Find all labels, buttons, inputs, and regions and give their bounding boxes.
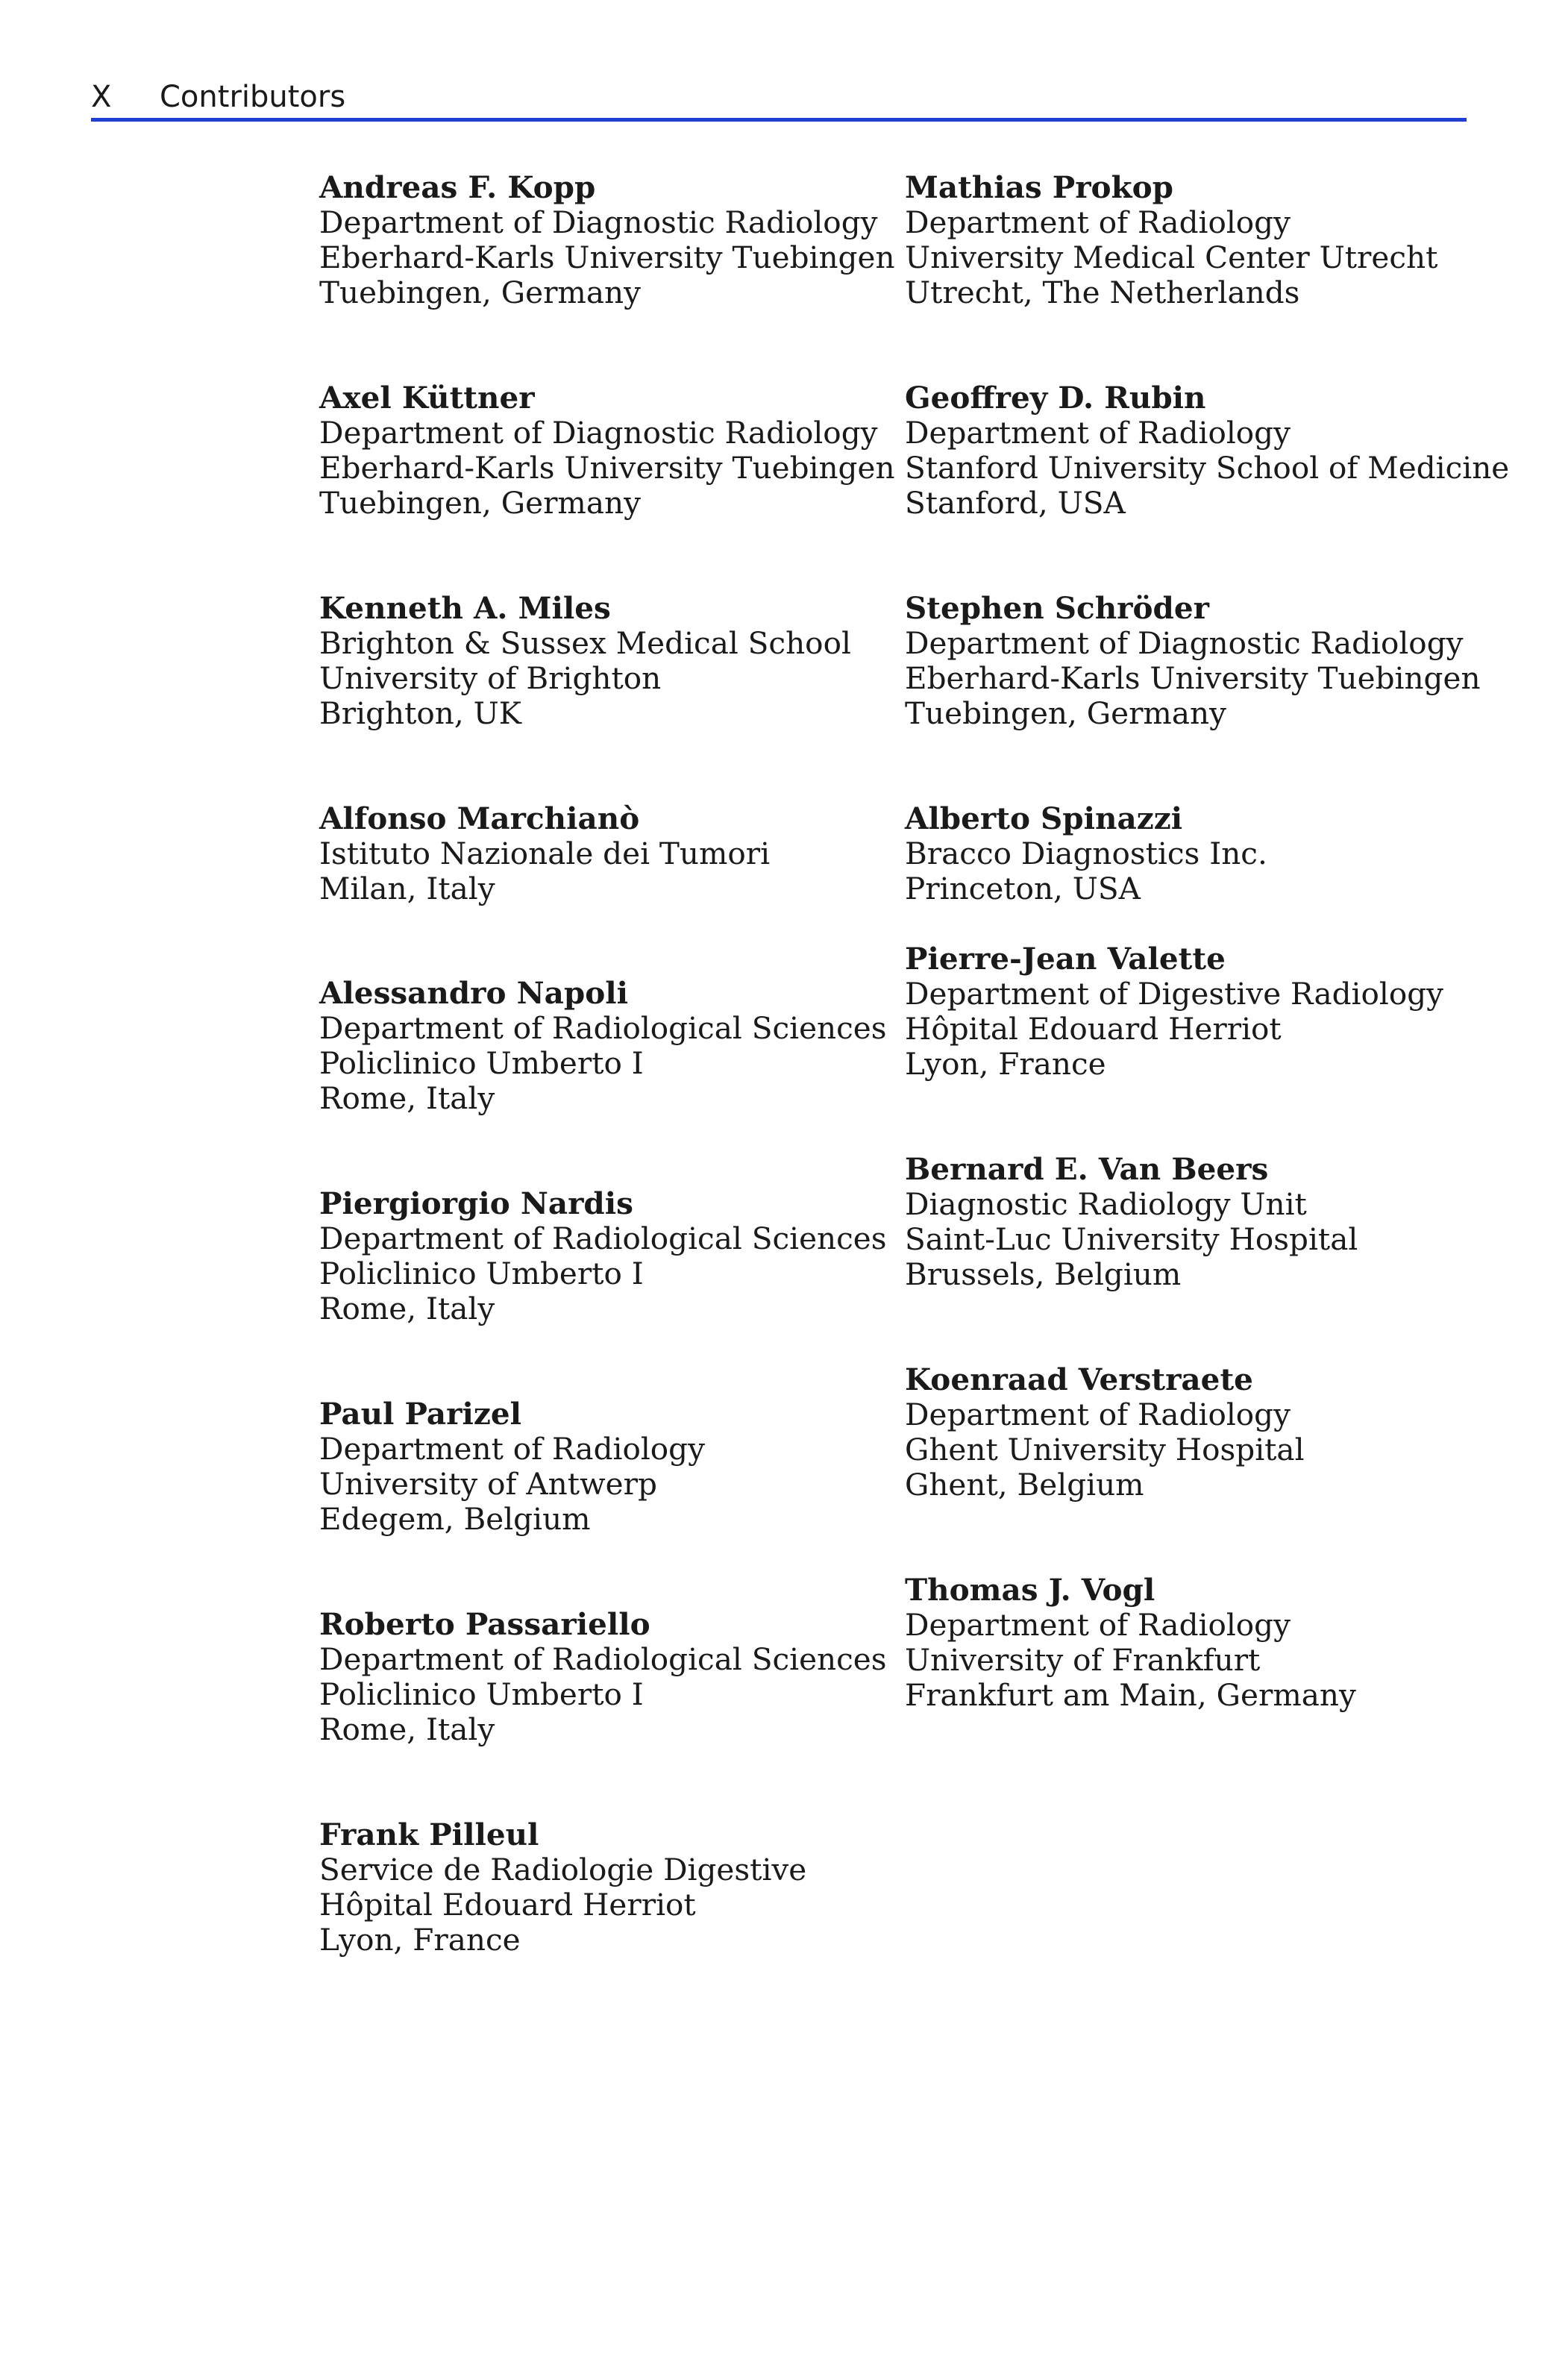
affiliation-line: Tuebingen, Germany — [319, 485, 641, 521]
contributor-name: Piergiorgio Nardis — [319, 1185, 633, 1221]
contributor-entry — [319, 801, 770, 906]
affiliation-line: Milan, Italy — [319, 871, 495, 906]
affiliation-line: Edegem, Belgium — [319, 1501, 591, 1537]
affiliation-line: Policlinico Umberto I — [319, 1676, 644, 1712]
contributor-entry — [905, 380, 1509, 521]
contributor-entry — [905, 1152, 1358, 1292]
affiliation-line: Saint-Luc University Hospital — [905, 1221, 1358, 1257]
contributor-name: Pierre-Jean Valette — [905, 941, 1226, 977]
affiliation-line: Eberhard-Karls University Tuebingen — [905, 660, 1481, 696]
contributor-entry — [905, 1362, 1305, 1503]
affiliation-line: Brighton, UK — [319, 695, 521, 731]
contributor-name: Bernard E. Van Beers — [905, 1151, 1269, 1187]
contributor-entry — [905, 1573, 1356, 1713]
contributor-entry — [905, 591, 1481, 731]
affiliation-line: Service de Radiologie Digestive — [319, 1852, 807, 1887]
affiliation-line: Department of Radiological Sciences — [319, 1221, 887, 1256]
contributor-entry — [905, 801, 1267, 906]
affiliation-line: Eberhard-Karls University Tuebingen — [319, 239, 895, 275]
affiliation-line: Department of Radiological Sciences — [319, 1641, 887, 1677]
affiliation-line: Tuebingen, Germany — [905, 695, 1226, 731]
contributor-name: Thomas J. Vogl — [905, 1572, 1155, 1608]
affiliation-line: Utrecht, The Netherlands — [905, 275, 1300, 310]
contributor-name: Alberto Spinazzi — [905, 800, 1183, 836]
contributor-entry — [319, 1397, 705, 1537]
page-number: X — [91, 80, 112, 114]
affiliation-line: Brighton & Sussex Medical School — [319, 625, 851, 661]
affiliation-line: Tuebingen, Germany — [319, 275, 641, 310]
affiliation-line: University Medical Center Utrecht — [905, 239, 1438, 275]
contributor-entry — [319, 1607, 887, 1747]
contributor-name: Alfonso Marchianò — [319, 800, 640, 836]
affiliation-line: Princeton, USA — [905, 871, 1141, 906]
affiliation-line: University of Frankfurt — [905, 1642, 1261, 1678]
affiliation-line: Hôpital Edouard Herriot — [319, 1887, 696, 1923]
affiliation-line: Eberhard-Karls University Tuebingen — [319, 450, 895, 486]
affiliation-line: Department of Radiology — [905, 1607, 1291, 1643]
affiliation-line: Department of Diagnostic Radiology — [905, 625, 1464, 661]
affiliation-line: Department of Radiology — [905, 204, 1291, 240]
affiliation-line: Bracco Diagnostics Inc. — [905, 836, 1267, 871]
affiliation-line: Stanford University School of Medicine — [905, 450, 1510, 486]
contributor-name: Paul Parizel — [319, 1396, 522, 1432]
contributor-name: Roberto Passariello — [319, 1606, 650, 1642]
affiliation-line: Department of Digestive Radiology — [905, 976, 1444, 1012]
affiliation-line: Department of Radiology — [905, 415, 1291, 451]
affiliation-line: Brussels, Belgium — [905, 1256, 1182, 1292]
affiliation-line: Diagnostic Radiology Unit — [905, 1186, 1307, 1222]
affiliation-line: Department of Diagnostic Radiology — [319, 204, 878, 240]
affiliation-line: Rome, Italy — [319, 1080, 495, 1116]
affiliation-line: Hôpital Edouard Herriot — [905, 1011, 1282, 1047]
affiliation-line: Ghent, Belgium — [905, 1467, 1144, 1503]
affiliation-line: University of Antwerp — [319, 1466, 657, 1502]
contributor-name: Alessandro Napoli — [319, 975, 628, 1011]
contributor-name: Stephen Schröder — [905, 590, 1209, 626]
contributor-entry — [319, 591, 851, 731]
affiliation-line: University of Brighton — [319, 660, 662, 696]
contributor-entry — [319, 1817, 806, 1958]
contributor-name: Mathias Prokop — [905, 169, 1173, 205]
contributor-name: Frank Pilleul — [319, 1817, 539, 1852]
page-header — [91, 75, 1467, 122]
affiliation-line: Stanford, USA — [905, 485, 1126, 521]
affiliation-line: Lyon, France — [905, 1046, 1106, 1082]
affiliation-line: Rome, Italy — [319, 1291, 495, 1326]
contributor-name: Kenneth A. Miles — [319, 590, 611, 626]
affiliation-line: Department of Radiology — [905, 1397, 1291, 1432]
section-title: Contributors — [160, 80, 346, 114]
contributor-entry — [319, 976, 887, 1116]
affiliation-line: Department of Diagnostic Radiology — [319, 415, 878, 451]
affiliation-line: Policlinico Umberto I — [319, 1256, 644, 1291]
header-rule — [91, 118, 1467, 122]
contributor-name: Andreas F. Kopp — [319, 169, 596, 205]
contributor-entry — [319, 380, 895, 521]
affiliation-line: Department of Radiology — [319, 1431, 705, 1467]
contributor-entry — [319, 1186, 887, 1326]
affiliation-line: Ghent University Hospital — [905, 1432, 1305, 1467]
affiliation-line: Istituto Nazionale dei Tumori — [319, 836, 771, 871]
affiliation-line: Policlinico Umberto I — [319, 1045, 644, 1081]
contributor-entry — [905, 941, 1443, 1082]
contributor-name: Axel Küttner — [319, 380, 535, 416]
contributor-name: Geoffrey D. Rubin — [905, 380, 1206, 416]
affiliation-line: Lyon, France — [319, 1922, 521, 1958]
affiliation-line: Rome, Italy — [319, 1711, 495, 1747]
contributor-entry — [319, 170, 895, 310]
affiliation-line: Frankfurt am Main, Germany — [905, 1677, 1356, 1713]
contributor-name: Koenraad Verstraete — [905, 1362, 1253, 1397]
affiliation-line: Department of Radiological Sciences — [319, 1010, 887, 1046]
contributor-entry — [905, 170, 1437, 310]
